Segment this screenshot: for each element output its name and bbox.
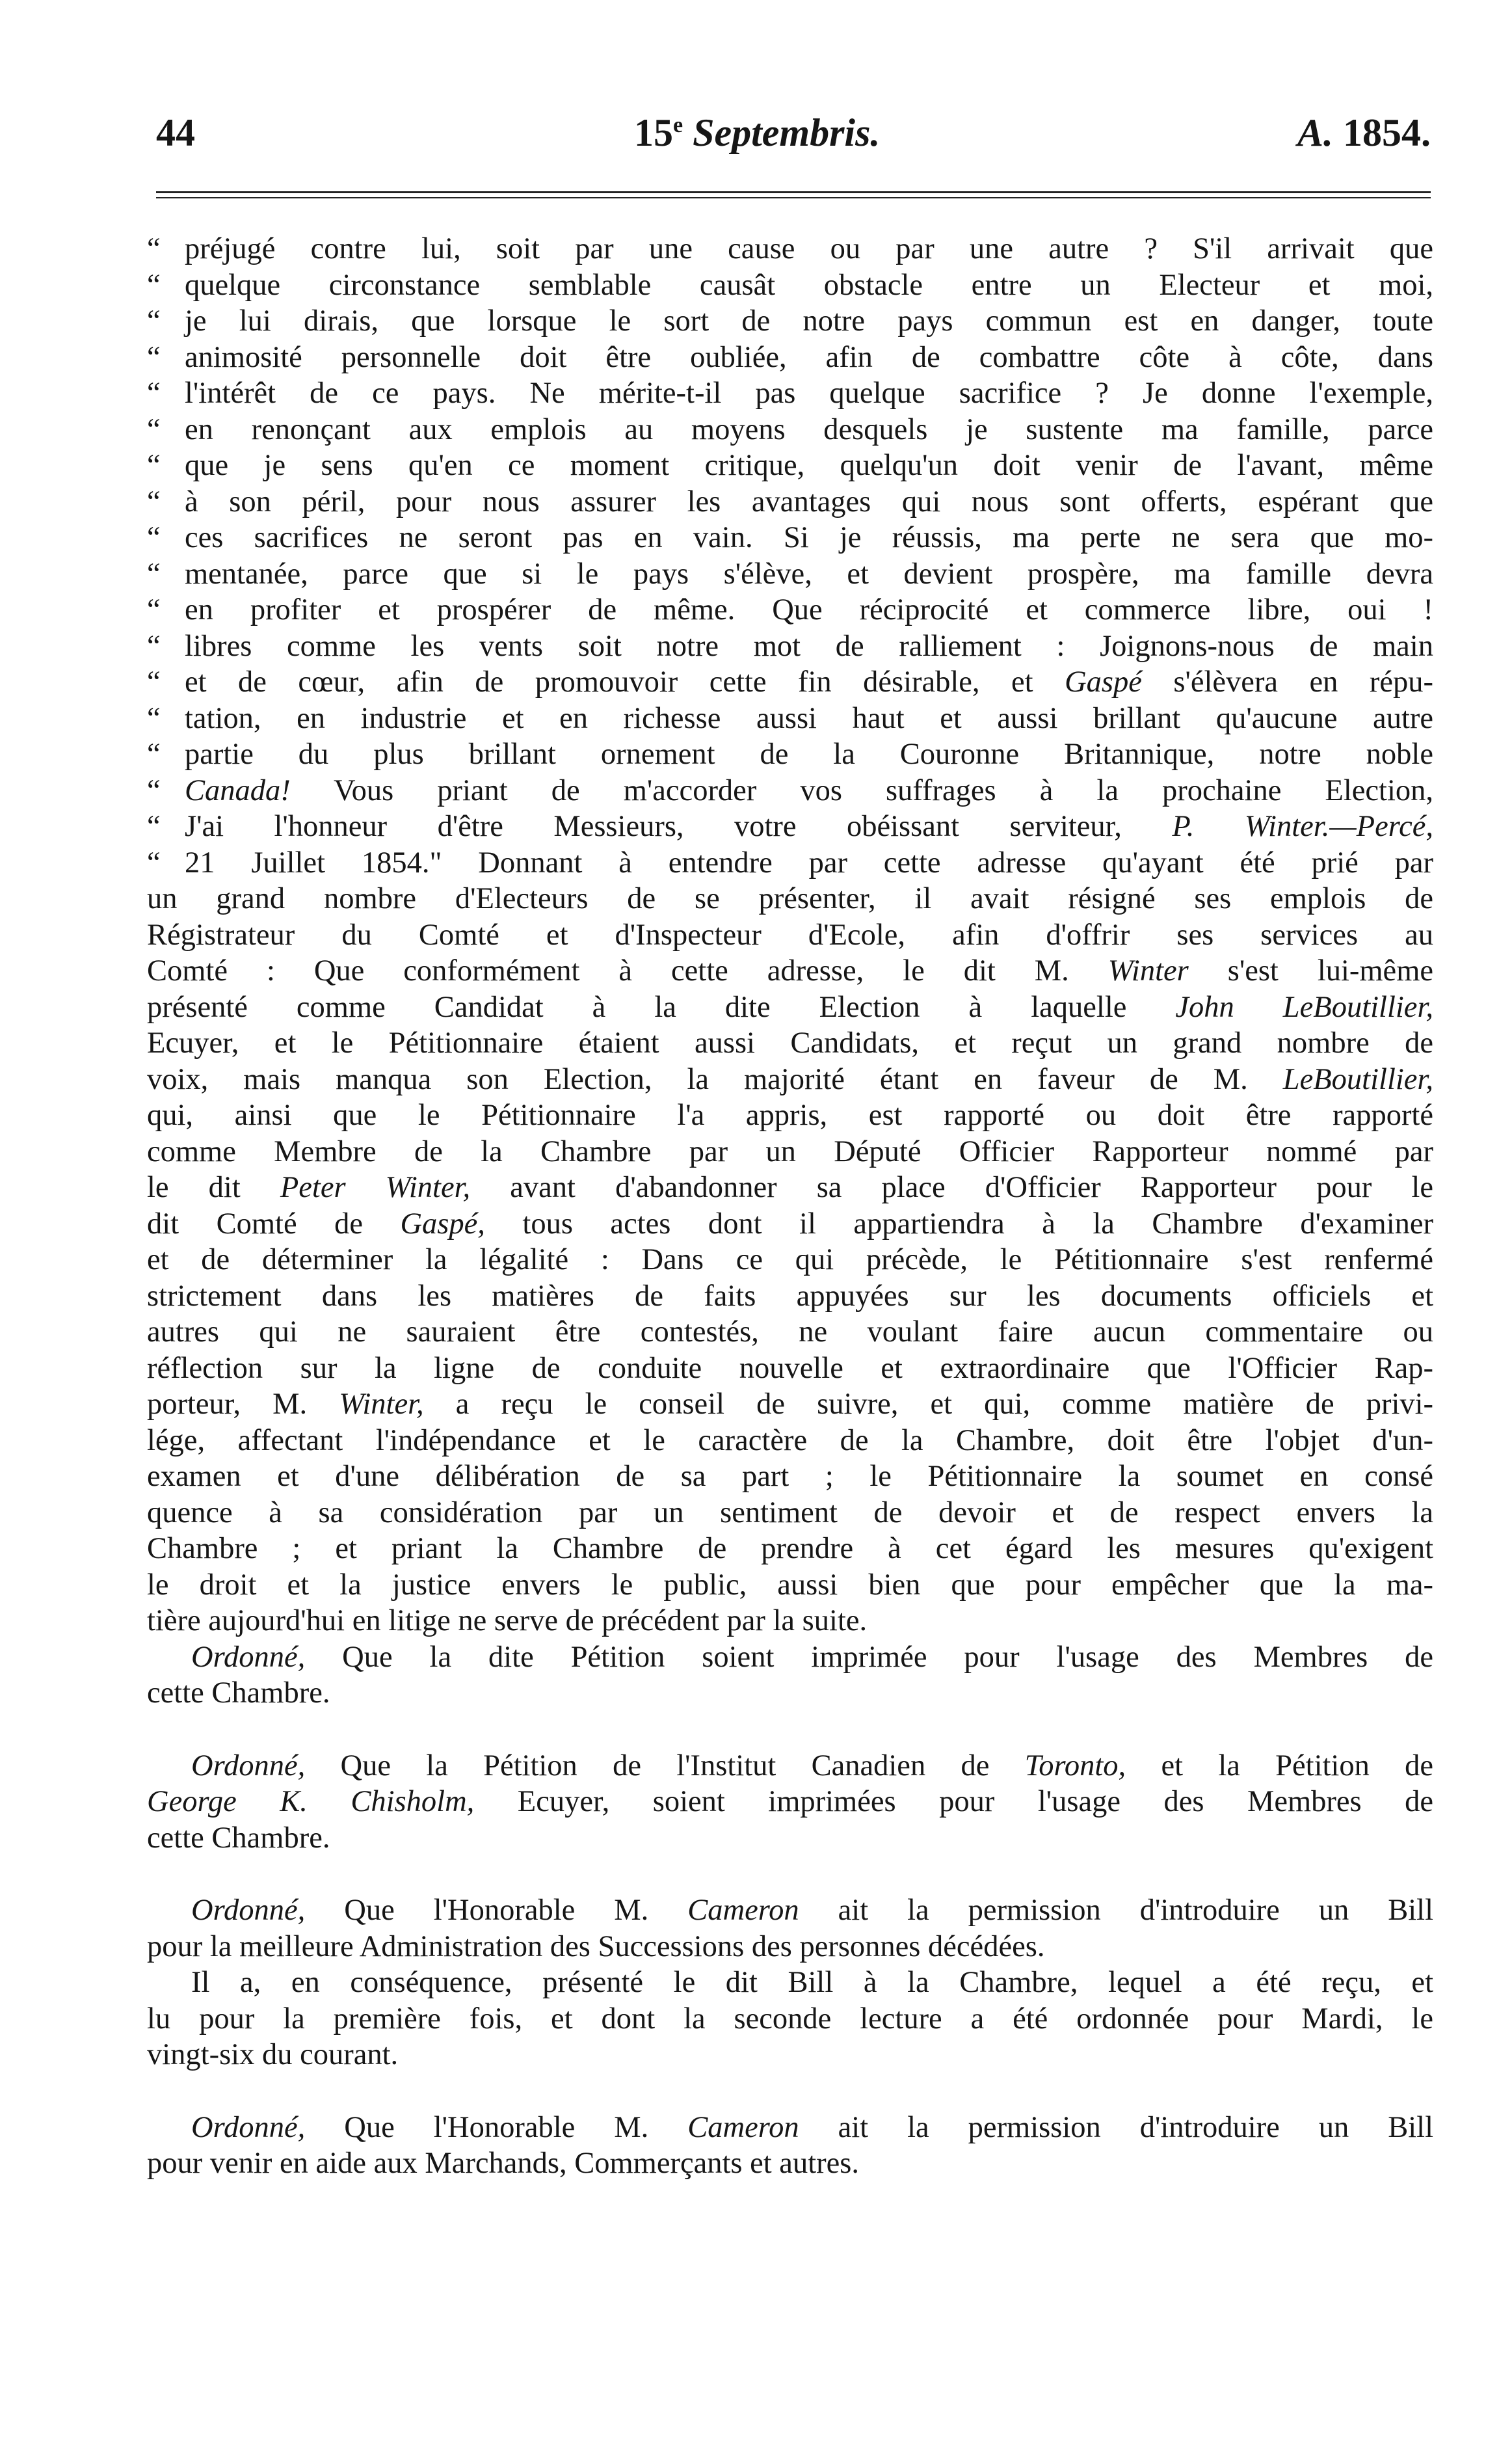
text-line: lu pour la première fois, et dont la seconde lecture a été ordonnée pour Mardi, le [147,2002,1433,2035]
text-line: réflection sur la ligne de conduite nouvelle et extraordinaire que l'Officier Rap- [147,1351,1433,1385]
text-line: cette Chambre. [147,1821,330,1855]
text-line: “ quelque circonstance semblable causât obstacle entre un Electeur et moi, [147,268,1433,302]
body-text [147,231,1433,2182]
text-line: autres qui ne sauraient être contestés, ne voulant faire aucun commentaire ou [147,1315,1433,1349]
text-line: comme Membre de la Chambre par un Député Officier Rapporteur nommé par [147,1135,1433,1168]
text-line: le dit Peter Winter, avant d'abandonner sa place d'Officier Rapporteur pour le [147,1171,1433,1204]
text-line: George K. Chisholm, Ecuyer, soient imprimées pour l'usage des Membres de [147,1785,1433,1818]
text-line: Chambre ; et priant la Chambre de prendre à cet égard les mesures qu'exigent [147,1532,1433,1565]
ordonne-paragraph-1 [147,1639,1433,1712]
text-line: voix, mais manqua son Election, la majorité étant en faveur de M. LeBoutillier, [147,1062,1433,1096]
text-line: “ je lui dirais, que lorsque le sort de notre pays commun est en danger, toute [147,304,1433,338]
ordonne-paragraph-3 [147,1892,1433,1965]
text-line: pour venir en aide aux Marchands, Commerçants et autres. [147,2147,859,2180]
text-line: quence à sa considération par un sentiment de devoir et de respect envers la [147,1496,1433,1529]
text-line: examen et d'une délibération de sa part ; le Pétitionnaire la soumet en consé [147,1460,1433,1493]
header-date: 15e Septembris. [634,111,881,154]
text-line: et de déterminer la légalité : Dans ce qui précède, le Pétitionnaire s'est renfermé [147,1243,1433,1276]
ordonne-paragraph-2 [147,1748,1433,1857]
text-line: “ en profiter et prospérer de même. Que réciprocité et commerce libre, oui ! [147,593,1433,626]
text-line: vingt-six du courant. [147,2038,399,2071]
text-line: pour la meilleure Administration des Successions des personnes décédées. [147,1929,1045,1963]
text-line: “ 21 Juillet 1854." Donnant à entendre par cette adresse qu'ayant été prié par [147,846,1433,879]
text-line: Ordonné, Que l'Honorable M. Cameron ait la permission d'introduire un Bill [191,2110,1434,2144]
text-line: “ l'intérêt de ce pays. Ne mérite-t-il pas quelque sacrifice ? Je donne l'exemple, [147,377,1433,410]
petition-quote [147,231,1433,881]
text-line: le droit et la justice envers le public, aussi bien que pour empêcher que la ma- [147,1568,1433,1602]
text-line: “ préjugé contre lui, soit par une cause ou par une autre ? S'il arrivait que [147,232,1433,265]
text-line: “ à son péril, pour nous assurer les avantages qui nous sont offerts, espérant que [147,485,1433,518]
text-line: “ tation, en industrie et en richesse aussi haut et aussi brillant qu'aucune autre [147,701,1433,735]
header-year: A. 1854. [1297,111,1431,154]
page-number: 44 [156,111,195,154]
page-header [156,111,1431,163]
text-line: “ Canada! Vous priant de m'accorder vos suffrages à la prochaine Election, [147,773,1433,807]
text-line: “ libres comme les vents soit notre mot de ralliement : Joignons-nous de main [147,629,1433,663]
text-line: “ partie du plus brillant ornement de la Couronne Britannique, notre noble [147,738,1433,771]
header-rule-thin [156,197,1431,198]
ordonne-paragraph-4 [147,2110,1433,2182]
text-line: lége, affectant l'indépendance et le caractère de la Chambre, doit être l'objet d'un- [147,1423,1433,1457]
text-line: tière aujourd'hui en litige ne serve de précédent par la suite. [147,1604,868,1637]
text-line: strictement dans les matières de faits appuyées sur les documents officiels et [147,1279,1433,1313]
text-line: un grand nombre d'Electeurs de se présenter, il avait résigné ses emplois de [147,882,1433,915]
text-line: Il a, en conséquence, présenté le dit Bill à la Chambre, lequel a été reçu, et [191,1966,1433,1999]
text-line: “ animosité personnelle doit être oubliée, afin de combattre côte à côte, dans [147,340,1433,374]
text-line: dit Comté de Gaspé, tous actes dont il appartiendra à la Chambre d'examiner [147,1207,1433,1241]
text-line: Comté : Que conformément à cette adresse, le dit M. Winter s'est lui-même [147,954,1434,987]
text-line: cette Chambre. [147,1676,330,1710]
text-line: porteur, M. Winter, a reçu le conseil de suivre, et qui, comme matière de privi- [147,1388,1434,1421]
text-line: “ J'ai l'honneur d'être Messieurs, votre obéissant serviteur, P. Winter.—Percé, [147,810,1433,843]
text-line: “ mentanée, parce que si le pays s'élève, et devient prospère, ma famille devra [147,557,1433,591]
text-line: Ordonné, Que la Pétition de l'Institut Canadien de Toronto, et la Pétition de [191,1749,1434,1782]
text-line: “ que je sens qu'en ce moment critique, quelqu'un doit venir de l'avant, même [147,449,1433,482]
text-line: Ecuyer, et le Pétitionnaire étaient aussi Candidats, et reçut un grand nombre de [147,1027,1433,1060]
petition-continuation [147,881,1433,1639]
text-line: présenté comme Candidat à la dite Election à laquelle John LeBoutillier, [147,990,1434,1024]
header-rule [156,191,1431,193]
text-line: “ ces sacrifices ne seront pas en vain. Si je réussis, ma perte ne sera que mo- [147,521,1433,554]
text-line: Ordonné, Que l'Honorable M. Cameron ait la permission d'introduire un Bill [191,1894,1434,1927]
text-line: “ et de cœur, afin de promouvoir cette fin désirable, et Gaspé s'élèvera en répu- [147,665,1434,699]
text-line: qui, ainsi que le Pétitionnaire l'a appris, est rapporté ou doit être rapporté [147,1099,1433,1132]
text-line: Régistrateur du Comté et d'Inspecteur d'Ecole, afin d'offrir ses services au [147,918,1433,952]
bill-presented-paragraph [147,1965,1433,2073]
text-line: “ en renonçant aux emplois au moyens desquels je sustente ma famille, parce [147,412,1433,446]
text-line: Ordonné, Que la dite Pétition soient imprimée pour l'usage des Membres de [191,1640,1434,1674]
